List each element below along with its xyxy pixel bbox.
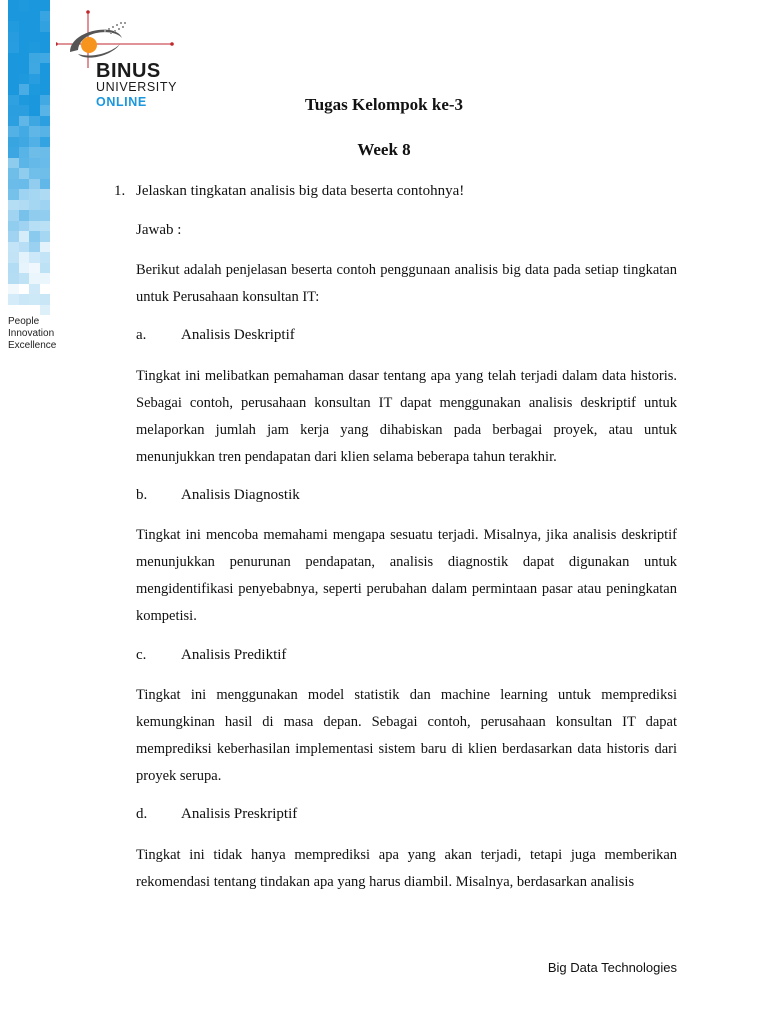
mosaic-tile — [8, 126, 19, 137]
tagline-people: People — [8, 316, 40, 327]
mosaic-tile — [8, 53, 19, 64]
mosaic-tile — [29, 84, 40, 95]
mosaic-tile — [8, 305, 19, 316]
section-title-diagnostik: Analisis Diagnostik — [181, 487, 300, 503]
mosaic-tile — [29, 263, 40, 274]
mosaic-tile — [40, 179, 51, 190]
mosaic-tile — [40, 21, 51, 32]
mosaic-tile — [19, 252, 30, 263]
answer-label: Jawab : — [136, 222, 182, 238]
mosaic-tile — [29, 74, 40, 85]
mosaic-tile — [29, 32, 40, 43]
logo-binus-text: BINUS — [96, 60, 161, 82]
mosaic-tile — [40, 168, 51, 179]
mosaic-tile — [40, 189, 51, 200]
mosaic-tile — [40, 116, 51, 127]
mosaic-tile — [29, 305, 40, 316]
mosaic-tile — [19, 294, 30, 305]
mosaic-tile — [8, 0, 19, 11]
mosaic-tile — [19, 273, 30, 284]
mosaic-tile — [8, 63, 19, 74]
mosaic-tile — [29, 179, 40, 190]
section-body-preskriptif: Tingkat ini tidak hanya memprediksi apa yang akan terjadi, tetapi juga memberikan rekomendasi tentang tindakan apa yang harus diambil. Misalnya, berdasarkan analisis — [136, 847, 677, 890]
mosaic-tile — [40, 42, 51, 53]
mosaic-tile — [40, 84, 51, 95]
mosaic-tile — [8, 294, 19, 305]
mosaic-tile — [19, 32, 30, 43]
section-body-diagnostik: Tingkat ini mencoba memahami mengapa sesuatu terjadi. Misalnya, jika analisis deskriptif menunjukkan penurunan pendapatan, analisis diagnostik dapat digunakan untuk mengidentifikasi penyebabnya, seperti perubahan dalam permintaan pasar atau peningkatan kompetisi. — [136, 527, 677, 624]
mosaic-tile — [29, 11, 40, 22]
mosaic-tile — [19, 284, 30, 295]
section-title-deskriptif: Analisis Deskriptif — [181, 327, 295, 343]
section-letter-b: b. — [136, 487, 148, 503]
mosaic-tile — [29, 63, 40, 74]
mosaic-tile — [8, 116, 19, 127]
mosaic-tile — [40, 32, 51, 43]
tagline-innovation: Innovation — [8, 328, 55, 339]
mosaic-tile — [40, 284, 51, 295]
mosaic-tile — [8, 273, 19, 284]
mosaic-tile — [19, 263, 30, 274]
mosaic-tile — [29, 210, 40, 221]
mosaic-tile — [8, 221, 19, 232]
mosaic-tile — [40, 210, 51, 221]
document-title: Tugas Kelompok ke-3 — [304, 95, 464, 114]
mosaic-tile — [8, 32, 19, 43]
mosaic-tile — [8, 252, 19, 263]
mosaic-tile — [8, 11, 19, 22]
mosaic-tile — [40, 231, 51, 242]
mosaic-tile — [8, 42, 19, 53]
mosaic-tile — [29, 284, 40, 295]
mosaic-tile — [40, 11, 51, 22]
mosaic-tile — [19, 210, 30, 221]
question-number: 1. — [114, 183, 126, 199]
mosaic-tile — [40, 252, 51, 263]
mosaic-tile — [40, 263, 51, 274]
question-text: Jelaskan tingkatan analisis big data beserta contohnya! — [136, 183, 465, 199]
mosaic-tile — [29, 252, 40, 263]
mosaic-tile — [19, 168, 30, 179]
mosaic-tile — [40, 221, 51, 232]
mosaic-tile — [19, 84, 30, 95]
section-body-deskriptif: Tingkat ini melibatkan pemahaman dasar tentang apa yang telah terjadi dalam data historis. Sebagai contoh, perusahaan konsultan IT dapat menggunakan analisis deskriptif untuk melaporkan jumlah jam kerja yang dihabiskan pada berbagai proyek, atau untuk menunjukkan tren pendapatan dari klien selama beberapa tahun terakhir. — [136, 368, 677, 465]
mosaic-tile — [29, 273, 40, 284]
mosaic-tile — [8, 74, 19, 85]
mosaic-tile — [19, 63, 30, 74]
mosaic-tile — [19, 116, 30, 127]
mosaic-tile — [19, 200, 30, 211]
mosaic-tile — [19, 42, 30, 53]
mosaic-tile — [40, 74, 51, 85]
tagline — [8, 316, 56, 352]
mosaic-tile — [19, 305, 30, 316]
mosaic-tile — [19, 231, 30, 242]
mosaic-tile — [29, 200, 40, 211]
section-body-prediktif: Tingkat ini menggunakan model statistik dan machine learning untuk memprediksi kemungkinan hasil di masa depan. Sebagai contoh, perusahaan konsultan IT dapat memprediksi keberhasilan implementasi sistem baru di klien berdasarkan data historis dari proyek serupa. — [136, 687, 677, 784]
mosaic-tile — [29, 42, 40, 53]
mosaic-tile — [29, 126, 40, 137]
mosaic-tile — [40, 200, 51, 211]
mosaic-tile — [40, 273, 51, 284]
section-letter-a: a. — [136, 327, 147, 343]
mosaic-tile — [19, 21, 30, 32]
mosaic-tile — [40, 294, 51, 305]
mosaic-tile — [8, 242, 19, 253]
mosaic-tile — [40, 126, 51, 137]
mosaic-tile — [29, 231, 40, 242]
mosaic-tile — [19, 53, 30, 64]
mosaic-tile — [19, 189, 30, 200]
mosaic-tile — [40, 242, 51, 253]
section-title-preskriptif: Analisis Preskriptif — [181, 806, 298, 822]
mosaic-tile — [29, 53, 40, 64]
mosaic-tile — [19, 74, 30, 85]
document-subtitle: Week 8 — [357, 140, 411, 159]
mosaic-tile — [19, 0, 30, 11]
section-title-prediktif: Analisis Prediktif — [181, 647, 287, 663]
mosaic-tile — [29, 116, 40, 127]
mosaic-tile — [8, 21, 19, 32]
mosaic-tile — [29, 189, 40, 200]
mosaic-tile — [29, 242, 40, 253]
logo-online-text: ONLINE — [96, 95, 147, 109]
mosaic-tile — [8, 231, 19, 242]
mosaic-tile — [8, 84, 19, 95]
mosaic-tile — [40, 53, 51, 64]
tagline-excellence: Excellence — [8, 340, 57, 351]
mosaic-tile — [8, 263, 19, 274]
page-footer: Big Data Technologies — [547, 960, 677, 975]
mosaic-tile — [40, 305, 51, 316]
logo-university-text: UNIVERSITY — [96, 80, 178, 94]
section-letter-d: d. — [136, 806, 148, 822]
mosaic-tile — [19, 126, 30, 137]
mosaic-tile — [8, 189, 19, 200]
mosaic-tile — [19, 11, 30, 22]
mosaic-tile — [29, 21, 40, 32]
mosaic-tile — [40, 63, 51, 74]
mosaic-tile — [8, 168, 19, 179]
mosaic-tile — [8, 179, 19, 190]
mosaic-tile — [29, 0, 40, 11]
mosaic-tile — [8, 200, 19, 211]
mosaic-tile — [19, 242, 30, 253]
mosaic-tile — [19, 221, 30, 232]
mosaic-tile — [29, 168, 40, 179]
mosaic-tile — [8, 210, 19, 221]
mosaic-tile — [40, 0, 51, 11]
intro-paragraph: Berikut adalah penjelasan beserta contoh penggunaan analisis big data pada setiap tingkatan untuk Perusahaan konsultan IT: — [136, 262, 677, 305]
mosaic-tile — [29, 294, 40, 305]
mosaic-tile — [29, 221, 40, 232]
mosaic-tile — [8, 284, 19, 295]
mosaic-tile — [19, 179, 30, 190]
section-letter-c: c. — [136, 647, 147, 663]
